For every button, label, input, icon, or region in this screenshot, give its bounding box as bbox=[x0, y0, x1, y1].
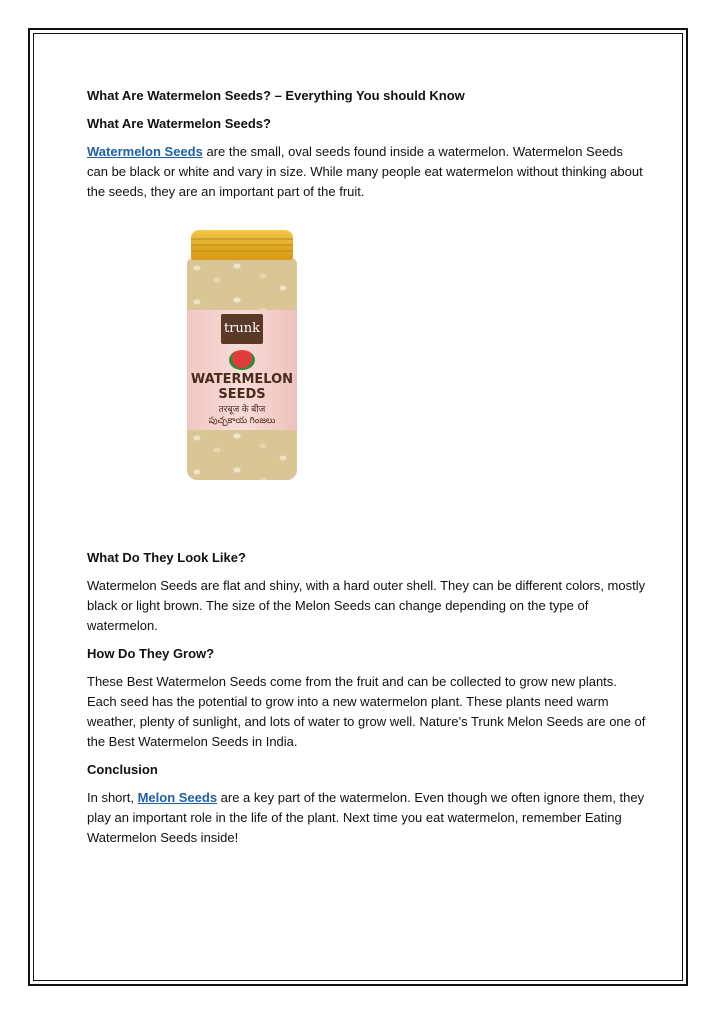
jar-label bbox=[187, 310, 297, 430]
document-title: What Are Watermelon Seeds? – Everything You should Know bbox=[87, 88, 465, 103]
paragraph-conclusion-text: are a key part of the watermelon. Even though we often ignore them, they play an important role in the life of the plant. Next time you eat watermelon, remember Eating Watermelon Seeds inside! bbox=[87, 790, 645, 845]
paragraph-what-are bbox=[87, 142, 647, 202]
product-image bbox=[87, 220, 647, 520]
watermelon-icon bbox=[229, 350, 255, 370]
section-heading-conclusion: Conclusion bbox=[87, 762, 158, 777]
product-subtitle-telugu: పుచ్చకాయ గింజలు bbox=[208, 415, 276, 425]
paragraph-look-like: Watermelon Seeds are flat and shiny, with a hard outer shell. They can be different colors, mostly black or light brown. The size of the Melon Seeds can change depending on the type of watermelon. bbox=[87, 578, 646, 633]
section-heading-what-are: What Are Watermelon Seeds? bbox=[87, 116, 271, 131]
document-body bbox=[87, 86, 647, 856]
section-heading-look-like: What Do They Look Like? bbox=[87, 550, 246, 565]
section-heading-grow: How Do They Grow? bbox=[87, 646, 215, 661]
paragraph-what-are-text: are the small, oval seeds found inside a watermelon. Watermelon Seeds can be black or white and vary in size. While many people eat watermelon without thinking about the seeds, they are an important part of the fruit. bbox=[87, 144, 643, 199]
paragraph-grow: These Best Watermelon Seeds come from the fruit and can be collected to grow new plants. Each seed has the potential to grow into a new watermelon plant. These plants need warm weather, plenty of sunlight, and lots of water to grow well. Nature’s Trunk Melon Seeds are one of the Best Watermelon Seeds in India. bbox=[87, 674, 646, 749]
product-subtitle bbox=[187, 404, 297, 426]
melon-seeds-link[interactable]: Melon Seeds bbox=[137, 790, 218, 805]
product-name-line1: WATERMELON bbox=[190, 372, 294, 387]
watermelon-seeds-link[interactable]: Watermelon Seeds bbox=[87, 144, 203, 159]
product-name bbox=[187, 372, 297, 402]
product-name-line2: SEEDS bbox=[218, 387, 266, 402]
jar-lid bbox=[191, 230, 293, 260]
paragraph-conclusion-intro: In short, bbox=[87, 790, 138, 805]
brand-logo: trunk bbox=[221, 314, 263, 344]
seed-jar-image bbox=[187, 230, 297, 480]
product-subtitle-hindi: तरबूज के बीज bbox=[218, 404, 266, 414]
paragraph-conclusion bbox=[87, 788, 647, 848]
